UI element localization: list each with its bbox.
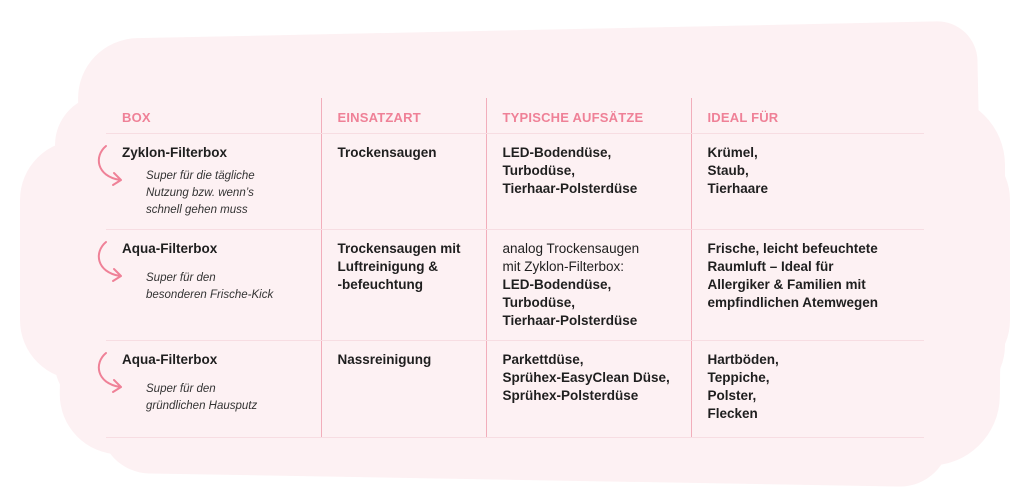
- curved-arrow-icon: [94, 349, 132, 399]
- box-name: Aqua-Filterbox: [122, 241, 218, 256]
- table-row: [106, 230, 924, 341]
- box-note: Super für den gründlichen Hausputz: [146, 383, 258, 412]
- box-note: Super für die tägliche Nutzung bzw. wenn’s schnell gehen muss: [146, 170, 255, 216]
- cell-box: [106, 230, 321, 341]
- cell-einsatzart: Trockensaugen mit Luftreinigung & -befeuchtung: [321, 230, 486, 341]
- cell-ideal: Krümel, Staub, Tierhaare: [691, 134, 924, 230]
- cell-aufsaetze: Parkettdüse, Sprühex-EasyClean Düse, Sprühex-Polsterdüse: [486, 341, 691, 438]
- box-note: Super für den besonderen Frische-Kick: [146, 272, 274, 301]
- cell-einsatzart: Nassreinigung: [321, 341, 486, 438]
- box-name: Aqua-Filterbox: [122, 352, 218, 367]
- cell-aufsaetze: analog Trockensaugen mit Zyklon-Filterbox: LED-Bodendüse, Turbodüse, Tierhaar-Polsterdüse: [486, 230, 691, 341]
- cell-aufsaetze: LED-Bodendüse, Turbodüse, Tierhaar-Polsterdüse: [486, 134, 691, 230]
- cell-box: [106, 134, 321, 230]
- table-row: [106, 134, 924, 230]
- curved-arrow-icon: [94, 238, 132, 288]
- cell-box: [106, 341, 321, 438]
- table-header-row: [106, 98, 924, 134]
- cell-ideal: Frische, leicht befeuchtete Raumluft – Ideal für Allergiker & Familien mit empfindlichen Atemwegen: [691, 230, 924, 341]
- table-row: [106, 341, 924, 438]
- cell-einsatzart: Trockensaugen: [321, 134, 486, 230]
- box-name: Zyklon-Filterbox: [122, 145, 228, 160]
- curved-arrow-icon: [94, 142, 132, 192]
- header-box: BOX: [106, 98, 321, 134]
- filterbox-comparison-table: [106, 98, 924, 438]
- header-aufsaetze: TYPISCHE AUFSÄTZE: [486, 98, 691, 134]
- cell-ideal: Hartböden, Teppiche, Polster, Flecken: [691, 341, 924, 438]
- header-einsatzart: EINSATZART: [321, 98, 486, 134]
- header-ideal: IDEAL FÜR: [691, 98, 924, 134]
